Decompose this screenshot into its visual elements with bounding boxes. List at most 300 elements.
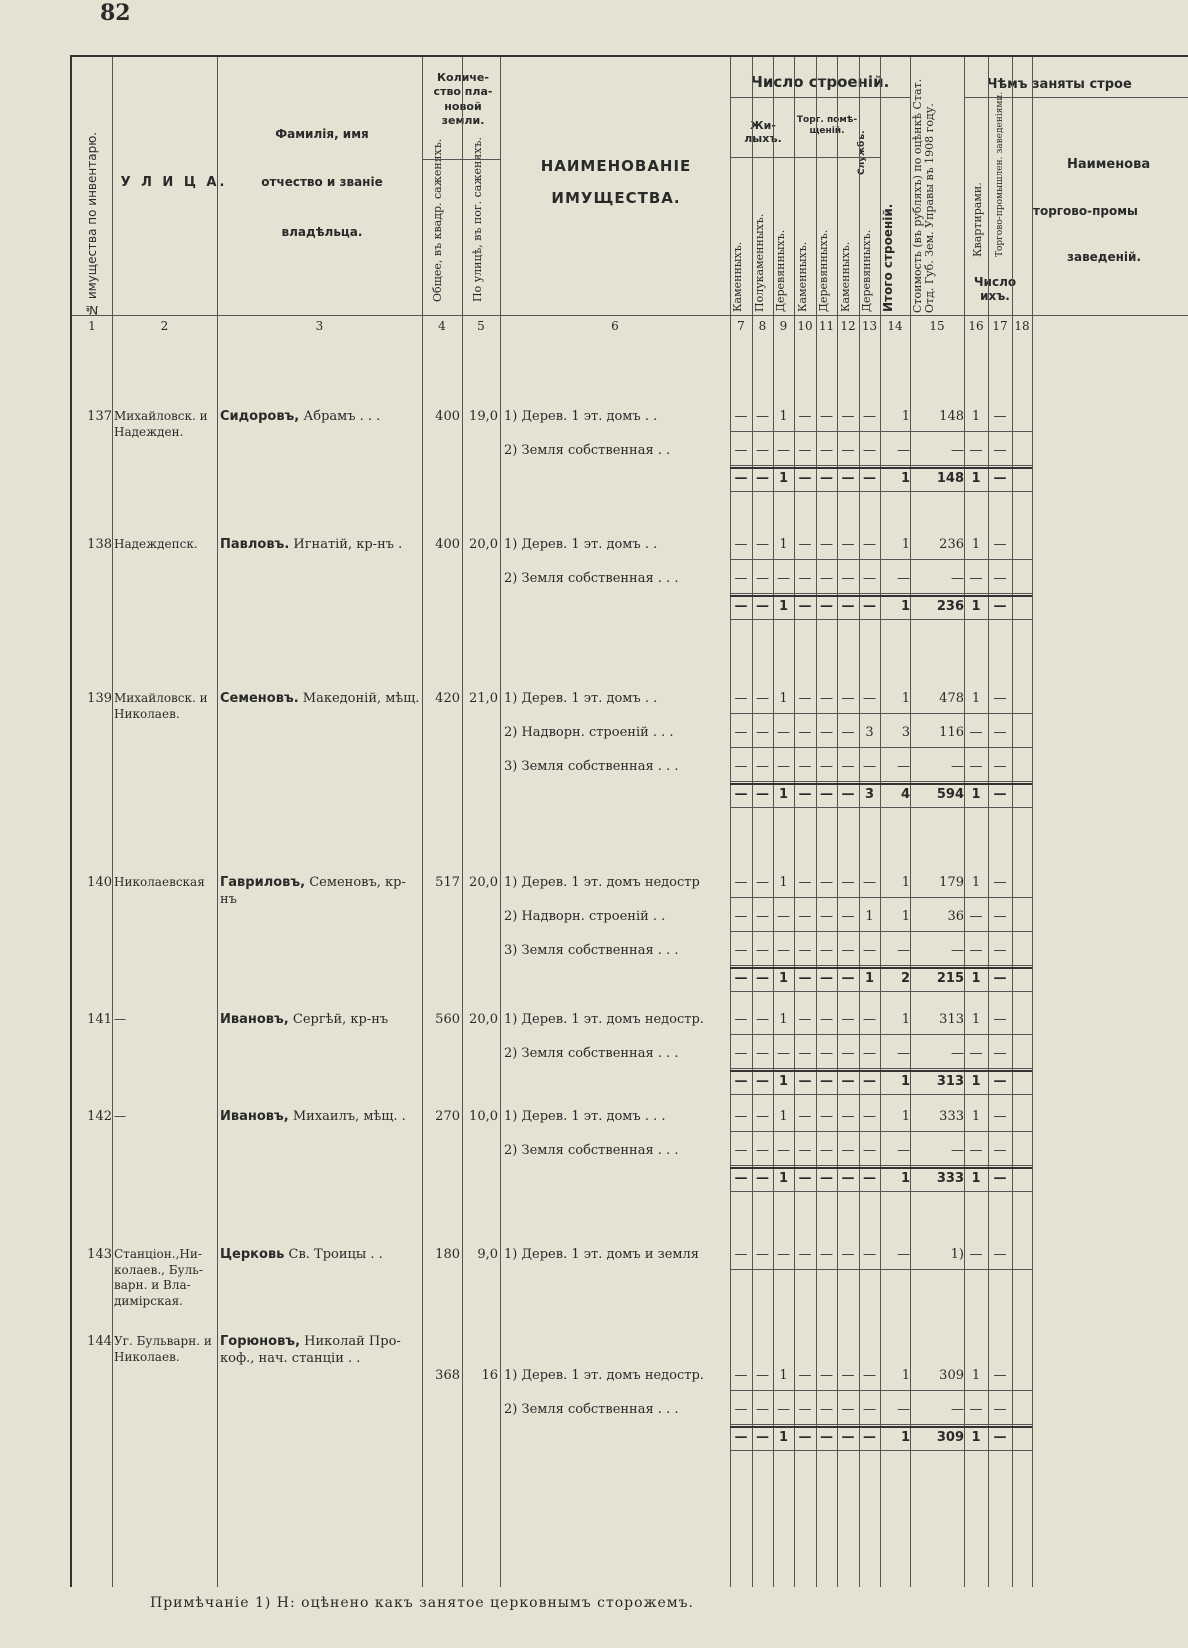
- sum-building-count: —: [820, 1171, 833, 1186]
- building-count: 1: [779, 409, 788, 424]
- land-area: 270: [435, 1109, 460, 1124]
- sum-building-count: —: [820, 1430, 833, 1445]
- sum-total-buildings: 1: [900, 1074, 910, 1089]
- sum-building-count: —: [756, 1171, 769, 1186]
- building-count: —: [777, 943, 790, 958]
- apartments-count: —: [969, 1402, 983, 1417]
- header-name-2: торгово-промы: [1033, 204, 1138, 218]
- column-rule: [112, 57, 113, 1587]
- sum-building-count: —: [841, 1074, 855, 1089]
- sum-total-buildings: 1: [900, 471, 910, 486]
- sum-total-buildings: 1: [900, 1171, 910, 1186]
- sum-building-count: —: [734, 599, 748, 614]
- sum-apartments: 1: [971, 471, 981, 486]
- building-count: 1: [779, 1368, 788, 1383]
- sum-value: 333: [936, 1171, 964, 1186]
- building-count: —: [756, 1247, 769, 1262]
- row-rule: [730, 1426, 1032, 1428]
- owner-name: [220, 1109, 420, 1126]
- building-count: —: [841, 537, 855, 552]
- column-rule: [964, 57, 965, 1587]
- building-count: —: [820, 759, 833, 774]
- column-rule: [1032, 57, 1033, 1587]
- sum-apartments: 1: [971, 1171, 981, 1186]
- building-count: 1: [779, 1012, 788, 1027]
- building-count: —: [798, 1247, 812, 1262]
- row-rule: [730, 747, 1032, 748]
- total-buildings: 1: [901, 909, 910, 924]
- value: —: [951, 443, 964, 458]
- inventory-number: 138: [87, 537, 112, 552]
- property-item: 2) Земля собственная . . .: [504, 1143, 679, 1158]
- row-rule: [730, 897, 1032, 898]
- property-item: 1) Дерев. 1 эт. домъ недостр.: [504, 1368, 704, 1383]
- building-count: —: [734, 1109, 748, 1124]
- row-rule: [730, 431, 1032, 432]
- owner-given: Николай Про- коф., нач. станціи . .: [220, 1334, 401, 1366]
- sum-building-count: —: [798, 1171, 812, 1186]
- column-number: 14: [887, 319, 903, 333]
- header-total-buildings: Итого строеній.: [881, 203, 895, 312]
- sum-trade-count: —: [993, 787, 1007, 802]
- column-rule: [422, 57, 423, 1587]
- building-count: —: [798, 1143, 812, 1158]
- value: —: [951, 1046, 964, 1061]
- sum-building-count: —: [734, 1171, 748, 1186]
- building-count: —: [756, 1143, 769, 1158]
- apartments-count: —: [969, 443, 983, 458]
- street-name: Уг. Бульварн. и Николаев.: [114, 1334, 212, 1364]
- apartments-count: 1: [971, 409, 981, 424]
- building-count: —: [820, 909, 833, 924]
- building-count: —: [756, 1012, 769, 1027]
- building-count: —: [820, 1143, 833, 1158]
- header-owner-2: отчество и званіе: [261, 175, 383, 189]
- header-land: Количе- ство пла- новой земли.: [433, 71, 493, 127]
- row-rule: [730, 1167, 1032, 1169]
- sum-value: 309: [936, 1430, 964, 1445]
- land-frontage: 20,0: [469, 1012, 498, 1027]
- sum-building-count: —: [863, 1074, 876, 1089]
- building-count: —: [756, 691, 769, 706]
- total-buildings: —: [897, 1247, 910, 1262]
- total-buildings: —: [897, 571, 910, 586]
- building-count: —: [863, 1143, 876, 1158]
- building-count: —: [734, 443, 748, 458]
- sum-building-count: —: [798, 787, 812, 802]
- building-count: —: [820, 943, 833, 958]
- sum-building-count: —: [820, 971, 833, 986]
- building-count: —: [798, 1109, 812, 1124]
- building-count: —: [863, 571, 876, 586]
- apartments-count: —: [969, 759, 983, 774]
- trade-count: —: [993, 1143, 1007, 1158]
- building-count: —: [734, 1046, 748, 1061]
- total-buildings: 1: [901, 1368, 910, 1383]
- street-name: Надеждепск.: [114, 537, 198, 551]
- sum-building-count: —: [798, 471, 812, 486]
- land-frontage: 21,0: [469, 691, 498, 706]
- owner-surname: Семеновъ.: [220, 691, 299, 706]
- sum-trade-count: —: [993, 971, 1007, 986]
- sum-building-count: —: [863, 599, 876, 614]
- building-count: —: [777, 1247, 790, 1262]
- sub-trade-stone: Каменныхъ.: [796, 241, 809, 312]
- apartments-count: —: [969, 1143, 983, 1158]
- sum-building-count: —: [841, 599, 855, 614]
- inventory-number: 141: [87, 1012, 112, 1027]
- property-item: 2) Земля собственная . .: [504, 443, 671, 458]
- row-rule: [730, 991, 1032, 992]
- building-count: —: [798, 571, 812, 586]
- land-area: 420: [435, 691, 460, 706]
- header-living: Жи- лыхъ.: [744, 119, 782, 145]
- column-rule: [988, 57, 989, 1587]
- owner-given: Сергѣй, кр-нъ: [288, 1012, 389, 1027]
- land-area: 560: [435, 1012, 460, 1027]
- sum-building-count: 1: [778, 971, 789, 986]
- owner-name: [220, 1247, 420, 1264]
- building-count: —: [734, 1368, 748, 1383]
- value: 179: [939, 875, 964, 890]
- row-rule: [730, 593, 1032, 594]
- total-buildings: —: [897, 759, 910, 774]
- building-count: —: [756, 909, 769, 924]
- apartments-count: 1: [971, 1368, 981, 1383]
- apartments-count: —: [969, 571, 983, 586]
- header-land-total: Общее, въ квадр. саженяхъ.: [431, 138, 444, 302]
- column-rule: [837, 57, 838, 1587]
- building-count: —: [820, 1247, 833, 1262]
- sum-building-count: —: [734, 1074, 748, 1089]
- building-count: —: [798, 409, 812, 424]
- sum-building-count: 1: [778, 787, 789, 802]
- sum-building-count: —: [820, 471, 833, 486]
- total-buildings: 1: [901, 875, 910, 890]
- owner-given: Абрамъ . . .: [299, 409, 381, 424]
- sum-building-count: —: [734, 971, 748, 986]
- street-name: Михайловск. и Николаев.: [114, 691, 208, 721]
- value: —: [951, 943, 964, 958]
- building-count: —: [734, 537, 748, 552]
- header-owner-1: Фамилія, имя: [275, 127, 369, 141]
- trade-count: —: [993, 1109, 1007, 1124]
- header-name-3: заведеній.: [1067, 250, 1142, 264]
- sum-apartments: 1: [971, 1430, 981, 1445]
- sum-building-count: —: [820, 599, 833, 614]
- building-count: —: [820, 409, 833, 424]
- sum-building-count: —: [756, 1430, 769, 1445]
- building-count: —: [841, 943, 855, 958]
- building-count: —: [863, 1109, 876, 1124]
- sum-total-buildings: 4: [900, 787, 910, 802]
- land-area: 368: [435, 1368, 460, 1383]
- column-rule: [462, 57, 463, 1587]
- building-count: 1: [865, 909, 874, 924]
- footnote: Примѣчаніе 1) Н: оцѣнено какъ занятое церковнымъ сторожемъ.: [150, 1595, 694, 1611]
- owner-surname: Гавриловъ,: [220, 875, 306, 890]
- building-count: —: [777, 1046, 790, 1061]
- building-count: —: [756, 409, 769, 424]
- building-count: —: [863, 943, 876, 958]
- building-count: —: [798, 909, 812, 924]
- column-number: 2: [160, 319, 169, 333]
- building-count: —: [863, 1368, 876, 1383]
- sum-building-count: —: [734, 471, 748, 486]
- value: 1): [950, 1247, 964, 1262]
- building-count: —: [756, 1109, 769, 1124]
- building-count: 1: [779, 1109, 788, 1124]
- building-count: —: [841, 909, 855, 924]
- sum-apartments: 1: [971, 1074, 981, 1089]
- inventory-number: 140: [87, 875, 112, 890]
- owner-surname: Горюновъ,: [220, 1334, 301, 1349]
- value: 333: [939, 1109, 964, 1124]
- column-number: 15: [929, 319, 945, 333]
- total-buildings: 1: [901, 1109, 910, 1124]
- owner-name: [220, 537, 420, 554]
- building-count: —: [777, 1402, 790, 1417]
- column-rule: [880, 57, 881, 1587]
- value: —: [951, 571, 964, 586]
- building-count: —: [756, 759, 769, 774]
- column-rule: [1012, 57, 1013, 1587]
- land-area: 517: [435, 875, 460, 890]
- column-number: 3: [315, 319, 324, 333]
- column-number: 11: [818, 319, 835, 333]
- trade-count: —: [993, 909, 1007, 924]
- land-frontage: 20,0: [469, 875, 498, 890]
- building-count: —: [798, 875, 812, 890]
- land-area: 400: [435, 537, 460, 552]
- apartments-count: 1: [971, 1012, 981, 1027]
- row-rule: [730, 807, 1032, 808]
- column-number: 8: [758, 319, 767, 333]
- column-rule: [752, 57, 753, 1587]
- trade-count: —: [993, 409, 1007, 424]
- owner-given: Игнатій, кр-нъ .: [289, 537, 403, 552]
- column-number: 9: [779, 319, 788, 333]
- property-item: 1) Дерев. 1 эт. домъ . . .: [504, 1109, 666, 1124]
- owner-surname: Ивановъ,: [220, 1012, 289, 1027]
- sub-living-stone: Каменныхъ.: [731, 241, 744, 312]
- sub-service-wood: Деревянныхъ.: [860, 229, 873, 312]
- building-count: 1: [779, 691, 788, 706]
- header-value: Стоимость (въ рубляхъ) по оцѣнкѣ Стат. Отд. Губ. Зем. Управы въ 1908 году.: [911, 78, 937, 313]
- building-count: —: [863, 537, 876, 552]
- value: —: [951, 1402, 964, 1417]
- sum-building-count: —: [841, 971, 855, 986]
- building-count: —: [820, 1402, 833, 1417]
- building-count: —: [820, 443, 833, 458]
- trade-count: —: [993, 1247, 1007, 1262]
- inventory-number: 139: [87, 691, 112, 706]
- row-rule: [730, 1424, 1032, 1425]
- header-name-1: Наименова: [1067, 157, 1151, 172]
- row-rule: [730, 465, 1032, 466]
- row-rule: [730, 1450, 1032, 1451]
- sum-building-count: 1: [778, 1430, 789, 1445]
- sum-trade-count: —: [993, 1074, 1007, 1089]
- building-count: —: [820, 725, 833, 740]
- column-number: 10: [797, 319, 813, 333]
- building-count: —: [734, 1012, 748, 1027]
- total-buildings: —: [897, 443, 910, 458]
- column-number: 12: [840, 319, 856, 333]
- row-rule: [730, 1034, 1032, 1035]
- building-count: —: [841, 1368, 855, 1383]
- building-count: —: [841, 1402, 855, 1417]
- header-apartments: Квартирами.: [971, 182, 984, 257]
- street-name: Михайловск. и Надежден.: [114, 409, 208, 439]
- building-count: —: [798, 443, 812, 458]
- building-count: —: [820, 571, 833, 586]
- land-area: 180: [435, 1247, 460, 1262]
- trade-count: —: [993, 691, 1007, 706]
- property-item: 1) Дерев. 1 эт. домъ и земля: [504, 1247, 699, 1262]
- sum-total-buildings: 1: [900, 1430, 910, 1445]
- owner-surname: Ивановъ,: [220, 1109, 289, 1124]
- owner-name: [220, 875, 420, 909]
- building-count: —: [756, 537, 769, 552]
- building-count: —: [841, 1143, 855, 1158]
- column-number: 6: [611, 319, 619, 333]
- sum-building-count: —: [798, 599, 812, 614]
- sum-building-count: —: [756, 1074, 769, 1089]
- sum-building-count: —: [734, 787, 748, 802]
- building-count: —: [756, 875, 769, 890]
- building-count: —: [841, 443, 855, 458]
- sum-building-count: —: [756, 787, 769, 802]
- building-count: —: [734, 943, 748, 958]
- total-buildings: 1: [901, 409, 910, 424]
- column-number: 18: [1014, 319, 1030, 333]
- sum-building-count: —: [734, 1430, 748, 1445]
- property-item: 2) Земля собственная . . .: [504, 1402, 679, 1417]
- header-land-street: По улицѣ, въ пог. саженяхъ.: [471, 137, 484, 302]
- owner-name: [220, 1012, 420, 1029]
- trade-count: —: [993, 1046, 1007, 1061]
- column-rule: [217, 57, 218, 1587]
- building-count: —: [841, 409, 855, 424]
- row-rule: [730, 1070, 1032, 1072]
- owner-name: [220, 1334, 420, 1368]
- sum-building-count: —: [841, 1171, 855, 1186]
- row-rule: [730, 967, 1032, 969]
- sum-building-count: —: [756, 471, 769, 486]
- header-inventory-no: № имущества по инвентарю.: [85, 131, 99, 317]
- building-count: —: [777, 443, 790, 458]
- sum-building-count: —: [863, 1171, 876, 1186]
- row-rule: [730, 157, 880, 158]
- sum-total-buildings: 2: [900, 971, 910, 986]
- value: 116: [939, 725, 964, 740]
- trade-count: —: [993, 571, 1007, 586]
- building-count: —: [798, 1368, 812, 1383]
- sum-building-count: 1: [778, 599, 789, 614]
- building-count: —: [863, 875, 876, 890]
- building-count: —: [734, 1402, 748, 1417]
- sum-building-count: —: [756, 599, 769, 614]
- building-count: —: [798, 725, 812, 740]
- sum-value: 236: [936, 599, 964, 614]
- property-item: 2) Земля собственная . . .: [504, 571, 679, 586]
- property-item: 1) Дерев. 1 эт. домъ недостр: [504, 875, 700, 890]
- header-buildings: Число строеній.: [750, 73, 890, 91]
- building-count: —: [734, 875, 748, 890]
- total-buildings: —: [897, 943, 910, 958]
- column-number: 5: [477, 319, 485, 333]
- building-count: —: [863, 691, 876, 706]
- building-count: 1: [779, 537, 788, 552]
- sum-trade-count: —: [993, 1430, 1007, 1445]
- building-count: —: [863, 409, 876, 424]
- sum-building-count: —: [863, 1430, 876, 1445]
- building-count: —: [841, 1012, 855, 1027]
- apartments-count: —: [969, 909, 983, 924]
- land-frontage: 9,0: [477, 1247, 498, 1262]
- row-rule: [422, 159, 500, 160]
- sum-trade-count: —: [993, 599, 1007, 614]
- building-count: —: [798, 537, 812, 552]
- inventory-number: 142: [87, 1109, 112, 1124]
- trade-count: —: [993, 875, 1007, 890]
- street-name: —: [114, 1109, 126, 1123]
- column-number: 13: [861, 319, 878, 333]
- column-rule: [859, 57, 860, 1587]
- sum-total-buildings: 1: [900, 599, 910, 614]
- total-buildings: —: [897, 1402, 910, 1417]
- building-count: —: [841, 571, 855, 586]
- street-name: Станціон.,Ни- колаев., Буль- варн. и Вла- димірская.: [114, 1247, 203, 1308]
- building-count: —: [863, 1247, 876, 1262]
- property-item: 1) Дерев. 1 эт. домъ недостр.: [504, 1012, 704, 1027]
- trade-count: —: [993, 443, 1007, 458]
- building-count: —: [734, 759, 748, 774]
- building-count: —: [841, 1109, 855, 1124]
- building-count: —: [798, 1012, 812, 1027]
- building-count: —: [777, 571, 790, 586]
- apartments-count: 1: [971, 691, 981, 706]
- trade-count: —: [993, 943, 1007, 958]
- sum-building-count: 1: [864, 971, 875, 986]
- building-count: —: [756, 725, 769, 740]
- row-rule: [730, 595, 1032, 597]
- value: —: [951, 759, 964, 774]
- row-rule: [730, 467, 1032, 469]
- building-count: —: [777, 759, 790, 774]
- row-rule: [730, 931, 1032, 932]
- row-rule: [730, 1191, 1032, 1192]
- value: 313: [939, 1012, 964, 1027]
- row-rule: [730, 97, 910, 98]
- building-count: —: [841, 691, 855, 706]
- header-property-1: НАИМЕНОВАНІЕ: [540, 157, 692, 175]
- header-occupied: Чѣмъ заняты строе: [987, 77, 1132, 92]
- building-count: —: [756, 1368, 769, 1383]
- row-rule: [964, 97, 1188, 98]
- street-name: —: [114, 1012, 126, 1026]
- trade-count: —: [993, 537, 1007, 552]
- land-frontage: 10,0: [469, 1109, 498, 1124]
- building-count: —: [863, 1046, 876, 1061]
- building-count: —: [777, 725, 790, 740]
- row-rule: [730, 1269, 1032, 1270]
- building-count: —: [798, 691, 812, 706]
- building-count: —: [777, 1143, 790, 1158]
- building-count: —: [841, 1046, 855, 1061]
- register-table: [70, 55, 1188, 1587]
